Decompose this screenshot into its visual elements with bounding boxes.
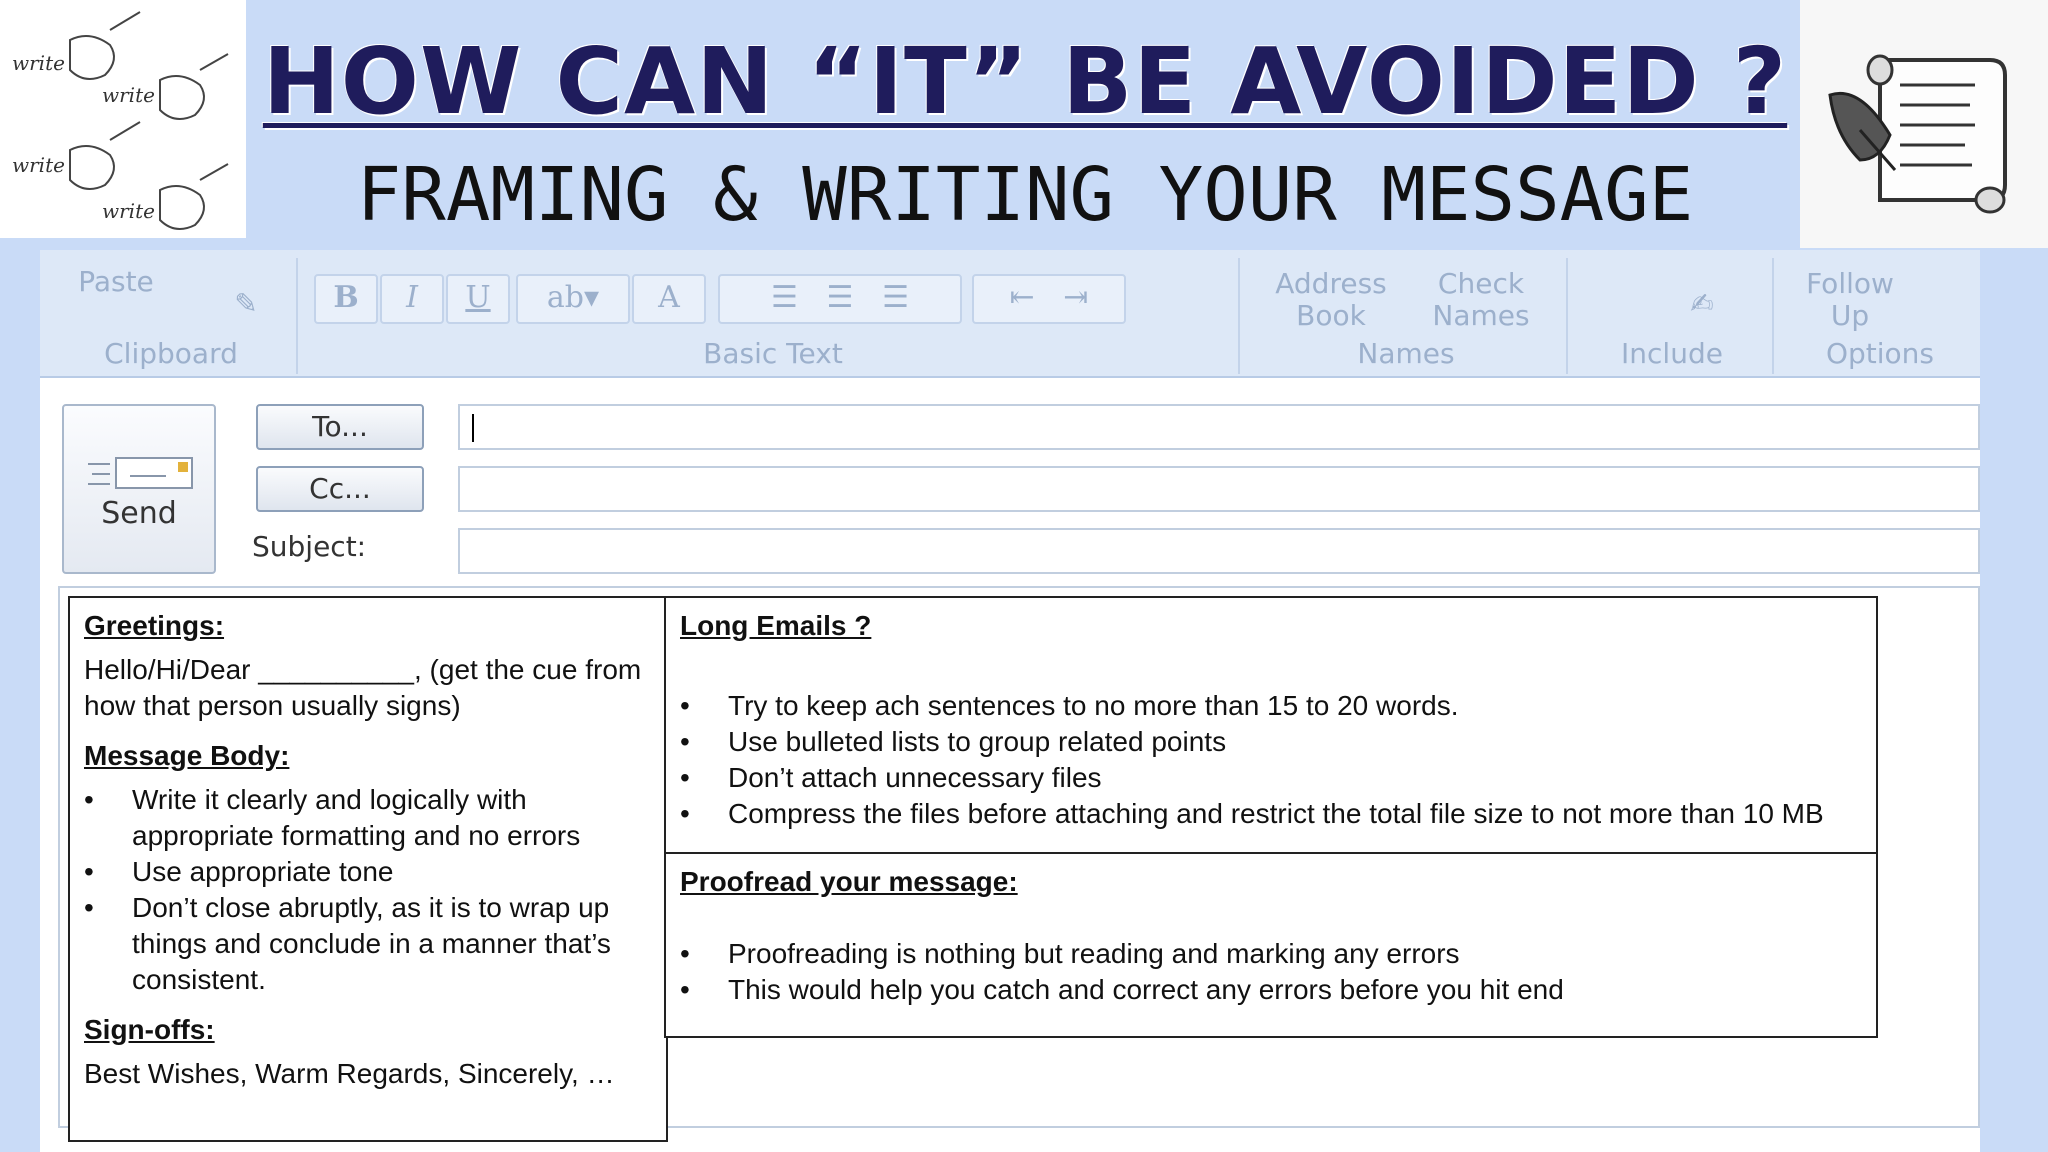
cc-button[interactable]: Cc... [256, 466, 424, 512]
basic-text-group-label: Basic Text [703, 337, 843, 370]
page-subtitle: FRAMING & WRITING YOUR MESSAGE [356, 152, 1694, 238]
list-item: • Use appropriate tone [84, 854, 652, 890]
signature-icon[interactable]: ✍ [1690, 287, 1714, 320]
ribbon-group-basic-text [308, 258, 1240, 374]
list-item: • Don’t attach unnecessary files [680, 760, 1862, 796]
proofread-heading: Proofread your message: [680, 866, 1018, 897]
text-cursor [472, 414, 474, 442]
greetings-heading: Greetings: [84, 610, 225, 641]
list-item: • Compress the files before attaching and restrict the total file size to not more than 10 MB [680, 796, 1862, 832]
write-word: write [12, 153, 65, 177]
list-item: • Try to keep ach sentences to no more than 15 to 20 words. [680, 688, 1862, 724]
write-word: write [102, 199, 155, 223]
long-emails-heading: Long Emails ? [680, 610, 872, 641]
underline-button[interactable]: U [446, 274, 510, 324]
send-label: Send [101, 496, 177, 531]
signoffs-text: Best Wishes, Warm Regards, Sincerely, … [84, 1058, 615, 1089]
decrease-indent-icon[interactable]: ⇤ [1009, 280, 1035, 315]
ribbon-toolbar [40, 250, 1980, 378]
list-item: • Proofreading is nothing but reading and marking any errors [680, 936, 1862, 972]
list-item: • Use bulleted lists to group related points [680, 724, 1862, 760]
include-group-label: Include [1621, 337, 1723, 370]
format-painter-icon[interactable]: ✎ [234, 287, 258, 320]
proofread-list [680, 936, 1862, 1008]
increase-indent-icon[interactable]: ⇥ [1063, 280, 1089, 315]
send-button[interactable] [62, 404, 216, 574]
ribbon-group-names [1246, 258, 1568, 374]
font-color-button[interactable]: A [632, 274, 706, 324]
message-body-heading: Message Body: [84, 740, 290, 771]
greetings-box [68, 596, 668, 1142]
message-body-list [84, 782, 652, 998]
write-word: write [12, 51, 65, 75]
ribbon-group-clipboard [46, 258, 298, 374]
cc-field[interactable] [458, 466, 1980, 512]
address-book-button[interactable]: Address Book [1275, 267, 1387, 332]
long-emails-box [664, 596, 1878, 864]
indent-buttons[interactable] [972, 274, 1126, 324]
list-item: • Don’t close abruptly, as it is to wrap up things and conclude in a manner that’s consistent. [84, 890, 652, 998]
align-right-icon[interactable]: ☰ [882, 280, 909, 315]
subject-label: Subject: [252, 530, 367, 563]
writing-hands-icon [0, 0, 246, 238]
alignment-buttons[interactable] [718, 274, 962, 324]
page-title: HOW CAN “IT” BE AVOIDED ? [262, 28, 1788, 135]
ribbon-group-include [1572, 258, 1774, 374]
envelope-icon [86, 454, 196, 494]
paste-button[interactable]: Paste [78, 265, 154, 298]
scroll-quill-icon [1800, 0, 2048, 248]
list-item: • Write it clearly and logically with appropriate formatting and no errors [84, 782, 652, 854]
bold-button[interactable]: B [314, 274, 378, 324]
to-field[interactable] [458, 404, 1980, 450]
align-left-icon[interactable]: ☰ [771, 280, 798, 315]
to-button[interactable]: To... [256, 404, 424, 450]
align-center-icon[interactable]: ☰ [826, 280, 854, 315]
subject-field[interactable] [458, 528, 1980, 574]
writing-hands-illustration [0, 0, 246, 238]
italic-button[interactable]: I [380, 274, 444, 324]
list-item: • This would help you catch and correct any errors before you hit end [680, 972, 1862, 1008]
options-group-label: Options [1825, 337, 1935, 370]
clipboard-group-label: Clipboard [104, 337, 238, 370]
names-group-label: Names [1357, 337, 1455, 370]
follow-up-button[interactable]: Follow Up [1806, 267, 1894, 332]
long-emails-list [680, 688, 1862, 832]
scroll-quill-illustration [1800, 0, 2048, 248]
highlight-button[interactable] [516, 274, 630, 324]
write-word: write [102, 83, 155, 107]
check-names-button[interactable]: Check Names [1432, 267, 1530, 332]
greetings-text: Hello/Hi/Dear __________, (get the cue from how that person usually signs) [84, 654, 642, 721]
ribbon-group-options [1780, 258, 1980, 374]
signoffs-heading: Sign-offs: [84, 1014, 215, 1045]
highlight-icon: ab▾ [546, 280, 600, 315]
proofread-box [664, 852, 1878, 1038]
